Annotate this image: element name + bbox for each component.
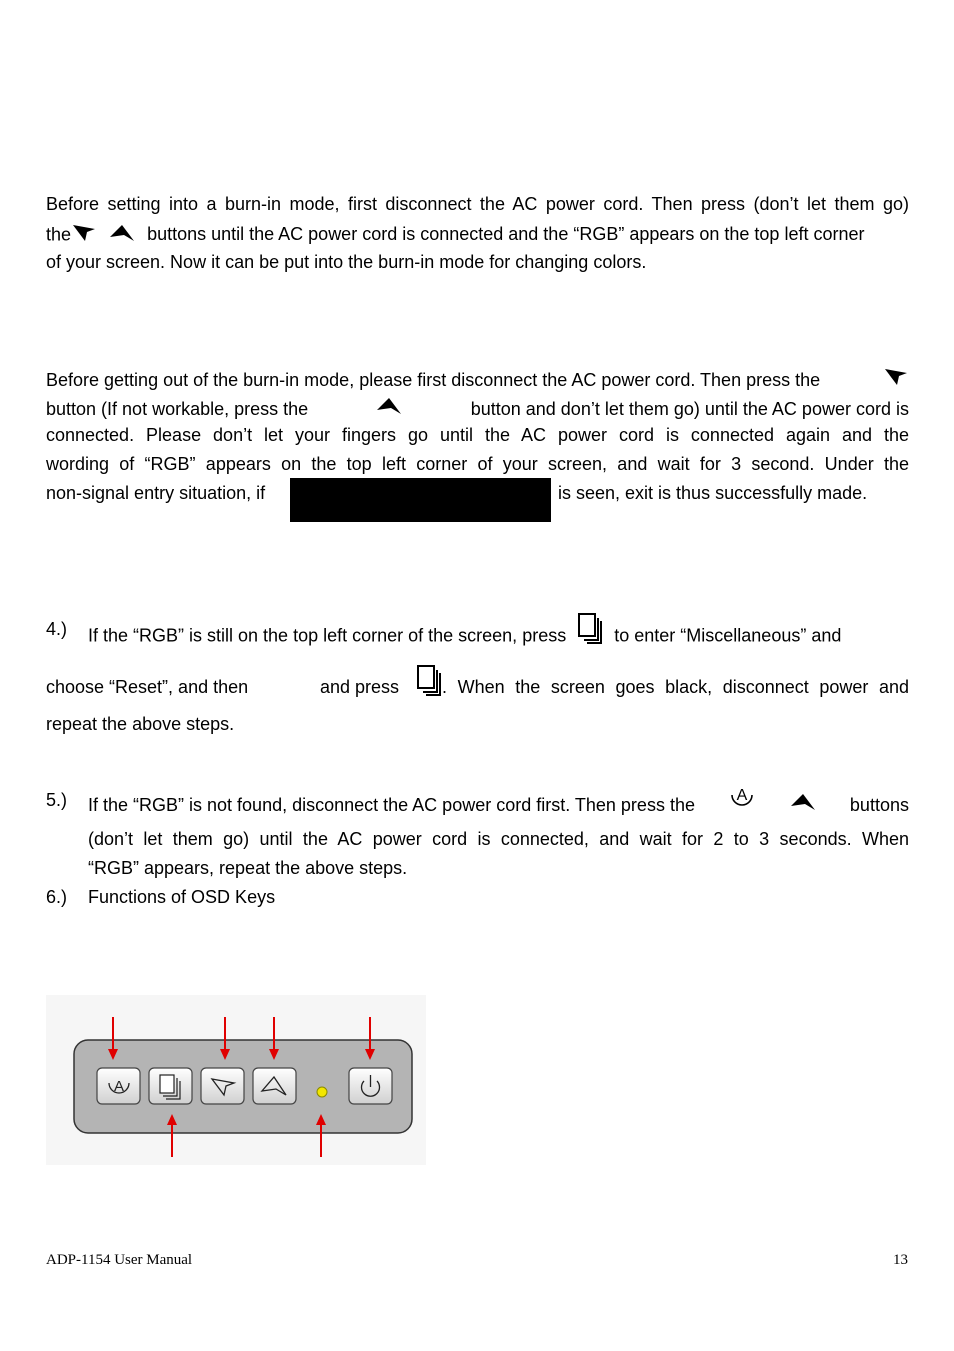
menu-key-icon — [577, 612, 603, 649]
step4-line1-b: to enter “Miscellaneous” and — [614, 625, 842, 646]
right-arrow-key-button — [201, 1068, 244, 1104]
left-arrow-key-icon — [375, 396, 403, 421]
step4-line2-c: . When the screen goes black, disconnect power and — [442, 677, 909, 697]
exit-burnin-line2-b: button and don’t let them go) until the AC power cord is — [470, 398, 909, 419]
exit-burnin-line1-text: Before getting out of the burn-in mode, please first disconnect the AC power cord. Then press the — [46, 369, 821, 390]
left-arrow-key-icon — [789, 792, 817, 817]
step5-line2: (don’t let them go) until the AC power cord is connected, and wait for 2 to 3 seconds. When — [88, 829, 909, 849]
auto-key-button — [97, 1068, 140, 1104]
enter-burnin-line1: Before setting into a burn-in mode, first disconnect the AC power cord. Then press (don’t let them go) — [46, 194, 909, 214]
exit-burnin-line4: wording of “RGB” appears on the top left corner of your screen, and wait for 3 second. Under the — [46, 454, 909, 474]
step4-line2-b: and press — [320, 677, 400, 697]
left-arrow-key-icon — [108, 223, 136, 248]
step4-line3: repeat the above steps. — [46, 714, 235, 734]
auto-key-icon — [728, 783, 756, 814]
enter-burnin-suffix: buttons until the AC power cord is connected and the “RGB” appears on the top left corner — [147, 224, 865, 245]
step6-text: Functions of OSD Keys — [88, 887, 276, 907]
redacted-osd-message — [290, 478, 551, 522]
step4-line1 — [88, 618, 841, 655]
footer-page-number: 13 — [893, 1252, 908, 1268]
exit-burnin-line2-a: button (If not workable, press the — [46, 398, 309, 419]
right-arrow-key-icon — [883, 367, 909, 392]
step5-line1-b: buttons — [849, 794, 909, 815]
osd-key-panel-figure — [46, 995, 426, 1165]
power-led-indicator — [317, 1087, 327, 1097]
right-arrow-key-icon — [71, 223, 97, 248]
step5-number: 5.) — [46, 790, 68, 810]
enter-burnin-line2 — [46, 223, 864, 248]
step5-line1 — [88, 789, 909, 820]
step4-line2-a: choose “Reset”, and then — [46, 677, 249, 697]
menu-key-icon — [416, 664, 442, 701]
exit-burnin-line5b: is seen, exit is thus successfully made. — [558, 483, 868, 503]
menu-key-button — [149, 1068, 192, 1104]
svg-text:A: A — [736, 787, 748, 804]
step4-line1-a: If the “RGB” is still on the top left corner of the screen, press — [88, 625, 567, 646]
left-arrow-key-button — [253, 1068, 296, 1104]
step5-line3: “RGB” appears, repeat the above steps. — [88, 858, 408, 878]
step4-number: 4.) — [46, 619, 68, 639]
exit-burnin-line5a: non-signal entry situation, if — [46, 483, 266, 503]
step5-line1-a: If the “RGB” is not found, disconnect the AC power cord first. Then press the — [88, 794, 695, 815]
power-key-button — [349, 1068, 392, 1104]
step6-number: 6.) — [46, 887, 68, 907]
svg-text:A: A — [113, 1078, 125, 1095]
exit-burnin-line3: connected. Please don’t let your fingers go until the AC power cord is connected again and the — [46, 425, 909, 445]
enter-burnin-prefix: the — [46, 224, 72, 245]
footer-manual-title: ADP-1154 User Manual — [46, 1252, 193, 1268]
exit-burnin-line2 — [46, 396, 909, 421]
exit-burnin-line1 — [46, 367, 909, 392]
enter-burnin-line3: of your screen. Now it can be put into the burn-in mode for changing colors. — [46, 252, 647, 272]
